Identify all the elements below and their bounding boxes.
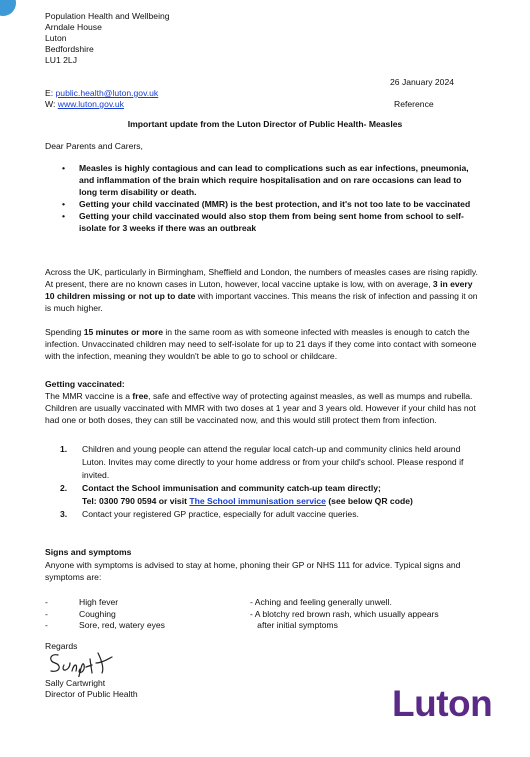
list-item: 1. Children and young people can attend the regular local catch-up and community clinics held around Luton. Invites may come directly to your home address or from your child's school. Please respond if invited.	[60, 444, 464, 480]
luton-logo: Luton	[392, 683, 493, 724]
symptom: - Aching and feeling generally unwell.	[250, 597, 392, 607]
bullet-icon: •	[62, 211, 66, 221]
list-item: 2. Contact the School immunisation and community catch-up team directly; Tel: 0300 790 0594 or visit The School immunisation service (see below QR code)	[60, 482, 480, 508]
symptom: after initial symptoms	[250, 620, 338, 630]
email-link[interactable]: public.health@luton.gov.uk	[55, 88, 159, 98]
symptom: Sore, red, watery eyes	[79, 620, 165, 630]
dash: -	[45, 597, 48, 607]
symptom: - A blotchy red brown rash, which usually appears	[250, 608, 439, 619]
corner-decoration	[0, 0, 16, 16]
address-line: Bedfordshire	[45, 44, 94, 54]
immunisation-service-link[interactable]: The School immunisation service	[189, 496, 326, 506]
dash: -	[45, 608, 48, 619]
letter-date: 26 January 2024	[390, 77, 455, 87]
address-line: Luton	[45, 33, 67, 43]
list-item: • Measles is highly contagious and can lead to complications such as ear infections, pneumonia, and inflammation of the brain which require hospitalisation and on rare occasions can lead to long term disability or death.	[62, 163, 469, 197]
telephone-line: Tel: 0300 790 0594 or visit The School immunisation service (see below QR code)	[82, 496, 413, 506]
signature-image	[46, 649, 116, 677]
vaccination-steps	[60, 443, 480, 521]
list-item: 3. Contact your registered GP practice, especially for adult vaccine queries.	[60, 509, 359, 519]
list-item: • Getting your child vaccinated (MMR) is the best protection, and it's not too late to be vaccinated	[62, 199, 471, 209]
bullet-icon: •	[62, 199, 66, 209]
section-heading-vaccinated: Getting vaccinated:	[45, 379, 125, 389]
symptom: High fever	[79, 597, 119, 607]
signatory	[45, 678, 138, 700]
paragraph-mmr: The MMR vaccine is a free, safe and effective way of protecting against measles, as well as mumps and rubella. Children are usually vaccinated with MMR with two doses at 1 year and 3 years old. However if your child has not had one or both doses, they can still be vaccinated now, and this would still protect them from infection.	[45, 391, 476, 425]
section-heading-symptoms: Signs and symptoms	[45, 547, 132, 557]
bullet-icon: •	[62, 163, 66, 173]
letter-title: Important update from the Luton Director of Public Health- Measles	[127, 119, 403, 129]
reference-label: Reference	[394, 99, 434, 109]
address-line: Arndale House	[45, 22, 102, 32]
address-line: Population Health and Wellbeing	[45, 11, 170, 21]
salutation: Dear Parents and Carers,	[45, 141, 143, 151]
contact-details	[45, 88, 158, 110]
dash: -	[45, 620, 48, 630]
website-link[interactable]: www.luton.gov.uk	[57, 99, 124, 109]
signatory-name: Sally Cartwright	[45, 678, 106, 688]
paragraph-uk-cases: Across the UK, particularly in Birmingham, Sheffield and London, the numbers of measles cases are rising rapidly. At present, there are no known cases in Luton, however, local vaccine uptake is low, with on average, 3 in every 10 children missing or not up to date with important vaccines. This means the risk of infection and passing it on is much higher.	[45, 267, 478, 313]
paragraph-exposure: Spending 15 minutes or more in the same room as with someone infected with measles is enough to catch the infection. Unvaccinated children may need to self-isolate for up to 21 days if they come into contact with someone with the infection, meaning they wouldn't be able to go to school or childcare.	[45, 327, 477, 361]
paragraph-symptoms: Anyone with symptoms is advised to stay at home, phoning their GP or NHS 111 for advice. Typical signs and symptoms are:	[45, 560, 461, 582]
key-points-list	[60, 162, 480, 234]
list-item: • Getting your child vaccinated would also stop them from being sent home from school to self-isolate for 3 weeks if there was an outbreak	[62, 211, 464, 233]
symptom: Coughing	[79, 608, 116, 619]
regards: Regards	[45, 641, 78, 651]
sender-address	[45, 11, 170, 66]
web-label: W:	[45, 99, 58, 109]
email-label: E:	[45, 88, 56, 98]
signatory-role: Director of Public Health	[45, 689, 138, 699]
address-line: LU1 2LJ	[45, 55, 78, 65]
